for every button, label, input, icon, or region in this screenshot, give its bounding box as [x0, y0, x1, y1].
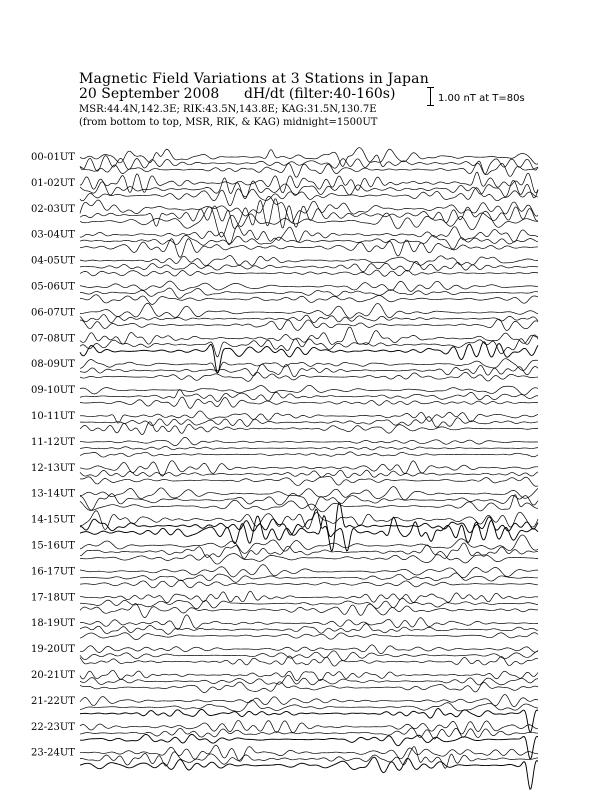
hour-label: 21-22UT [31, 695, 75, 707]
trace-kag [80, 487, 538, 500]
hour-label: 06-07UT [31, 307, 75, 319]
trace-rik [80, 389, 538, 401]
trace-msr [80, 656, 538, 666]
trace-rik [80, 651, 538, 661]
trace-rik [80, 502, 538, 551]
trace-kag [80, 437, 538, 445]
hour-label: 11-12UT [31, 436, 75, 448]
hour-row-labels [31, 152, 75, 759]
trace-msr [80, 319, 538, 330]
trace-rik [80, 288, 538, 298]
trace-kag [80, 411, 538, 423]
trace-rik [80, 199, 538, 229]
trace-msr [80, 422, 538, 435]
trace-msr [80, 551, 538, 564]
trace-kag [80, 327, 538, 345]
hour-label: 03-04UT [31, 229, 75, 241]
trace-kag [80, 565, 538, 578]
hour-label: 14-15UT [31, 514, 75, 526]
hour-label: 20-21UT [31, 670, 75, 681]
hour-label: 12-13UT [31, 462, 75, 474]
trace-kag [80, 670, 538, 680]
hour-label: 22-23UT [31, 721, 75, 733]
trace-msr [80, 452, 538, 457]
trace-rik [80, 470, 538, 478]
trace-kag [80, 645, 538, 654]
chart-title: Magnetic Field Variations at 3 Stations in Japan [79, 71, 429, 87]
trace-msr [80, 580, 538, 588]
trace-rik [80, 315, 538, 323]
trace-rik [80, 573, 538, 582]
trace-kag [80, 256, 538, 266]
trace-kag [80, 591, 538, 602]
hour-label: 08-09UT [31, 359, 75, 371]
hour-label: 07-08UT [31, 333, 75, 345]
trace-rik [80, 235, 538, 249]
station-order-note: (from bottom to top, MSR, RIK, & KAG) midnight=1500UT [79, 117, 378, 128]
trace-rik [80, 417, 538, 427]
hour-label: 10-11UT [31, 411, 75, 422]
hour-label: 23-24UT [31, 747, 75, 759]
scale-label: 1.00 nT at T=80s [438, 93, 525, 104]
trace-msr [80, 734, 538, 759]
trace-msr [80, 757, 538, 789]
trace-kag [80, 385, 538, 395]
trace-msr [80, 604, 538, 618]
trace-rik [80, 598, 538, 608]
trace-msr [80, 495, 538, 512]
hour-label: 13-14UT [31, 488, 75, 500]
hour-label: 16-17UT [31, 566, 75, 578]
hour-label: 18-19UT [31, 618, 75, 630]
trace-kag [80, 281, 538, 291]
hour-label: 19-20UT [31, 644, 75, 656]
trace-msr [80, 163, 538, 177]
trace-msr [80, 397, 538, 408]
trace-msr [80, 270, 538, 276]
trace-msr [80, 476, 538, 486]
trace-msr [80, 516, 538, 551]
chart-filter: dH/dt (filter:40-160s) [244, 86, 396, 102]
trace-msr [80, 295, 538, 305]
trace-kag [80, 695, 538, 707]
trace-msr [80, 633, 538, 640]
station-coordinates: MSR:44.4N,142.3E; RIK:43.5N,143.8E; KAG:31.5N,130.7E [79, 104, 377, 115]
hour-label: 01-02UT [31, 177, 75, 189]
chart-date: 20 September 2008 [79, 86, 220, 102]
trace-msr [80, 372, 538, 381]
hour-label: 09-10UT [31, 385, 75, 397]
hour-label: 02-03UT [31, 203, 75, 215]
hour-label: 17-18UT [31, 592, 75, 604]
trace-kag [80, 303, 538, 318]
hour-label: 04-05UT [31, 255, 75, 267]
trace-kag [80, 535, 538, 553]
trace-kag [80, 461, 538, 476]
trace-msr [80, 207, 538, 237]
hour-label: 15-16UT [31, 540, 75, 552]
hour-label: 00-01UT [31, 152, 75, 163]
trace-rik [80, 728, 538, 739]
trace-rik [80, 446, 538, 450]
trace-msr [80, 342, 538, 373]
hour-label: 05-06UT [31, 281, 75, 293]
trace-lines [80, 148, 538, 790]
trace-kag [80, 720, 538, 734]
trace-msr [80, 682, 538, 693]
